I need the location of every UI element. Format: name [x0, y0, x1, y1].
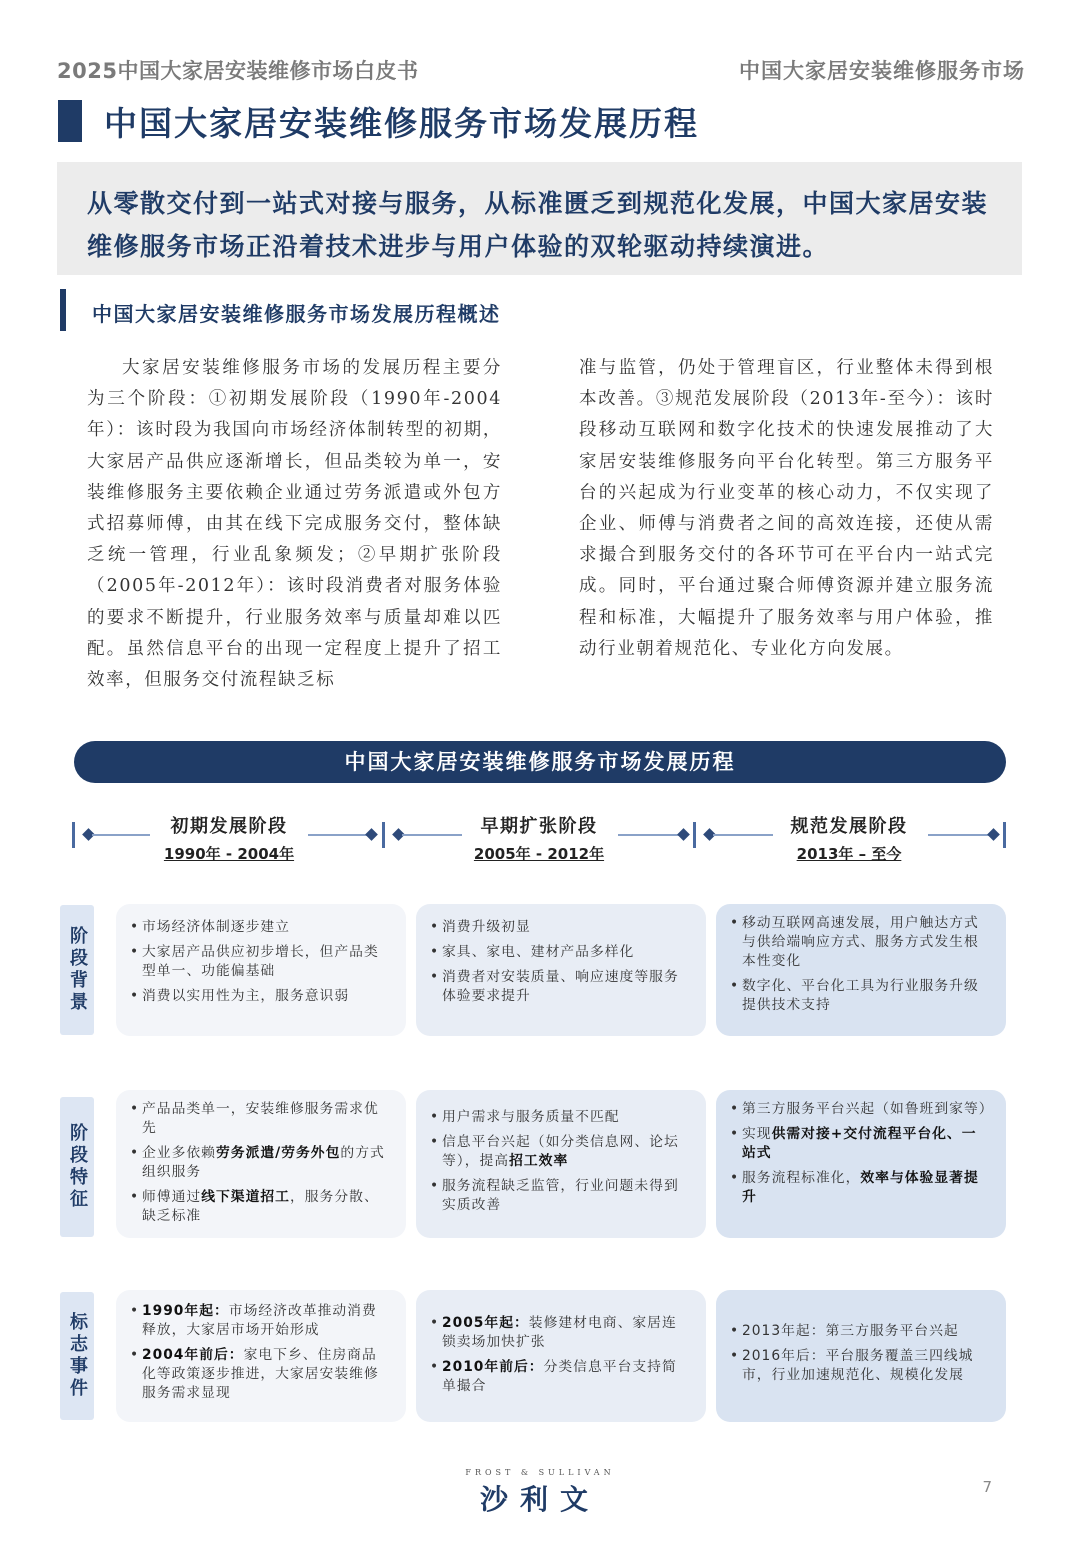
- list-item: • 师傅通过线下渠道招工，服务分散、缺乏标准: [130, 1188, 390, 1226]
- section-title: 中国大家居安装维修服务市场发展历程概述: [92, 302, 501, 326]
- frost-sullivan-logo-en: FROST & SULLIVAN: [465, 1468, 615, 1477]
- list-item: • 消费升级初显: [430, 918, 690, 937]
- stage-3-years: 2013年 – 至今: [796, 845, 902, 863]
- page-number: 7: [982, 1478, 992, 1496]
- stage-2-years: 2005年 - 2012年: [473, 845, 605, 863]
- list-item: • 2016年后：平台服务覆盖三四线城市，行业加速规范化、规模化发展: [730, 1347, 990, 1385]
- list-item: • 市场经济体制逐步建立: [130, 918, 390, 937]
- features-card-stage-2: [416, 1090, 706, 1238]
- list-item: • 消费以实用性为主，服务意识弱: [130, 987, 390, 1006]
- list-item: • 消费者对安装质量、响应速度等服务体验要求提升: [430, 968, 690, 1006]
- list-item: • 2004年前后：家电下乡、住房商品化等政策逐步推进，大家居安装维修服务需求显现: [130, 1346, 390, 1403]
- row-label-text: 标志事件: [67, 1312, 88, 1400]
- list-item: • 用户需求与服务质量不匹配: [430, 1108, 690, 1127]
- list-item: • 移动互联网高速发展，用户触达方式与供给端响应方式、服务方式发生根本性变化: [730, 914, 990, 971]
- timeline-banner: 中国大家居安装维修服务市场发展历程: [74, 741, 1006, 783]
- header-section-name: 中国大家居安装维修服务市场: [739, 58, 1025, 83]
- features-card-stage-3: [716, 1090, 1006, 1238]
- list-item: • 2005年起：装修建材电商、家居连锁卖场加快扩张: [430, 1314, 690, 1352]
- list-item: • 服务流程缺乏监管，行业问题未得到实质改善: [430, 1177, 690, 1215]
- list-item: • 数字化、平台化工具为行业服务升级提供技术支持: [730, 977, 990, 1015]
- body-text-right: 准与监管，仍处于管理盲区，行业整体未得到根本改善。③规范发展阶段（2013年-至今）：该时段移动互联网和数字化技术的快速发展推动了大家居安装维修服务向平台化转型。第三方服务平台的兴起成为行业变革的核心动力，不仅实现了企业、师傅与消费者之间的高效连接，还使从需求撮合到服务交付的各环节可在平台内一站式完成。同时，平台通过聚合师傅资源并建立服务流程和标准，大幅提升了服务效率与用户体验，推动行业朝着规范化、专业化方向发展。: [579, 358, 994, 659]
- frost-sullivan-logo-cn: 沙利文: [479, 1483, 600, 1516]
- title-accent-bar: [58, 100, 82, 142]
- row-label-background: [60, 905, 94, 1035]
- list-item: • 企业多依赖劳务派遣/劳务外包的方式组织服务: [130, 1144, 390, 1182]
- list-item: • 2010年前后：分类信息平台支持简单撮合: [430, 1358, 690, 1396]
- stage-1-header: [74, 812, 384, 864]
- list-item: • 家具、家电、建材产品多样化: [430, 943, 690, 962]
- events-card-stage-3: [716, 1290, 1006, 1422]
- list-item: • 服务流程标准化，效率与体验显著提升: [730, 1169, 990, 1207]
- body-text-left: 大家居安装维修服务市场的发展历程主要分为三个阶段：①初期发展阶段（1990年-2004年）：该时段为我国向市场经济体制转型的初期，大家居产品供应逐渐增长，但品类较为单一，安装维修服务主要依赖企业通过劳务派遣或外包方式招募师傅，由其在线下完成服务交付，整体缺乏统一管理，行业乱象频发；②早期扩张阶段（2005年-2012年）：该时段消费者对服务体验的要求不断提升，行业服务效率与质量却难以匹配。虽然信息平台的出现一定程度上提升了招工效率，但服务交付流程缺乏标: [87, 358, 502, 691]
- list-item: • 信息平台兴起（如分类信息网、论坛等），提高招工效率: [430, 1133, 690, 1171]
- stage-2-header: [384, 812, 694, 864]
- list-item: • 第三方服务平台兴起（如鲁班到家等）: [730, 1100, 990, 1119]
- list-item: • 实现供需对接+交付流程平台化、一站式: [730, 1125, 990, 1163]
- page-title: 中国大家居安装维修服务市场发展历程: [104, 104, 699, 143]
- row-label-text: 阶段背景: [67, 926, 88, 1014]
- list-item: • 2013年起：第三方服务平台兴起: [730, 1322, 990, 1341]
- background-card-stage-2: [416, 904, 706, 1036]
- events-card-stage-1: [116, 1290, 406, 1422]
- header-report-title: 2025中国大家居安装维修市场白皮书: [57, 59, 419, 83]
- summary-text: 从零散交付到一站式对接与服务，从标准匮乏到规范化发展，中国大家居安装维修服务市场正沿着技术进步与用户体验的双轮驱动持续演进。: [87, 189, 989, 261]
- stage-3-header: [694, 812, 1004, 864]
- row-label-features: [60, 1097, 94, 1237]
- section-accent-bar: [60, 289, 66, 331]
- summary-box: [57, 162, 1022, 275]
- list-item: • 大家居产品供应初步增长，但产品类型单一、功能偏基础: [130, 943, 390, 981]
- background-card-stage-3: [716, 904, 1006, 1036]
- features-card-stage-1: [116, 1090, 406, 1238]
- list-item: • 产品品类单一，安装维修服务需求优先: [130, 1100, 390, 1138]
- row-label-events: [60, 1292, 94, 1420]
- stage-1-years: 1990年 - 2004年: [163, 845, 295, 863]
- stage-3-name: 规范发展阶段: [790, 816, 908, 837]
- background-card-stage-1: [116, 904, 406, 1036]
- list-item: • 1990年起：市场经济改革推动消费释放，大家居市场开始形成: [130, 1302, 390, 1340]
- events-card-stage-2: [416, 1290, 706, 1422]
- stage-2-name: 早期扩张阶段: [480, 816, 598, 837]
- stage-1-name: 初期发展阶段: [170, 816, 288, 837]
- row-label-text: 阶段特征: [67, 1123, 88, 1211]
